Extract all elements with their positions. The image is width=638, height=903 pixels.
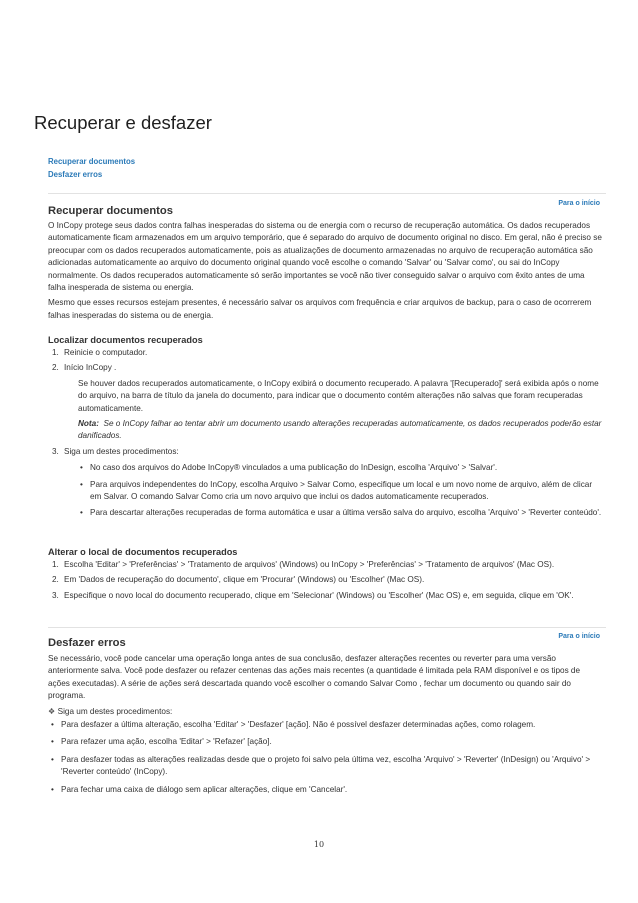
section-body-desfazer	[48, 653, 603, 721]
bullet-icon: •	[80, 463, 83, 473]
steps-localizar	[52, 347, 602, 524]
list-item: • Para arquivos independentes do InCopy, escolha Arquivo > Salvar Como, especifique um local e um novo nome de arquivo, além de clicar em Salvar. O comando Salvar Como cria um novo arquivo que inclui os dados automaticamente recuperados.	[80, 479, 593, 502]
bullet-list	[64, 462, 602, 520]
page-title: Recuperar e desfazer	[34, 112, 212, 133]
list-item: • Para refazer uma ação, escolha 'Editar' > 'Refazer' [ação].	[48, 736, 603, 748]
list-item: • Para desfazer todas as alterações realizadas desde que o projeto foi salvo pela última vez, escolha 'Arquivo' > 'Reverter' (InDesign) ou 'Arquivo' > 'Reverter conteúdo' (InCopy).	[51, 754, 591, 777]
diamond-bullet-icon: ❖	[48, 706, 56, 716]
bullet-icon: •	[80, 508, 83, 518]
subsection-title-alterar: Alterar o local de documentos recuperados	[48, 547, 238, 557]
steps-alterar	[52, 559, 602, 605]
toc-link-desfazer[interactable]: Desfazer erros	[48, 169, 103, 179]
paragraph: Se necessário, você pode cancelar uma operação longa antes de sua conclusão, desfazer alterações recentes ou reverter para uma versão anteriormente salva. Você pode desfazer ou refazer centenas das ações mais recentes (a quantidade é limitada pela RAM disponível e os tipos de ações executadas). A série de ações será descartada quando você escolher o comando Salvar Como , fechar um documento ou quando sair do programa.	[48, 654, 581, 701]
step-detail: Se houver dados recuperados automaticamente, o InCopy exibirá o documento recuperado. A palavra '[Recuperado]' será exibida após o nome do arquivo, na barra de título da janela do documento, para indicar que o documento contém alterações não salvas que foram recuperadas automaticamente.	[78, 378, 599, 413]
bullet-icon: •	[51, 720, 54, 729]
step-item: 2. Em 'Dados de recuperação do documento', clique em 'Procurar' (Windows) ou 'Escolher' (Mac OS).	[52, 575, 425, 585]
procedure-lead: ❖ Siga um destes procedimentos:	[48, 706, 173, 716]
bullet-list-desfazer	[48, 719, 603, 801]
list-item: • Para desfazer a última alteração, escolha 'Editar' > 'Desfazer' [ação]. Não é possível desfazer determinadas ações, como rolagem.	[48, 719, 603, 731]
step-item: 1. Escolha 'Editar' > 'Preferências' > 'Tratamento de arquivos' (Windows) ou InCopy > 'Preferências' > 'Tratamento de arquivos' (Mac OS).	[52, 560, 555, 569]
bullet-icon: •	[51, 754, 54, 764]
step-item: 1. Reinicie o computador.	[52, 348, 148, 357]
bullet-icon: •	[51, 737, 54, 747]
table-of-contents	[48, 156, 135, 181]
page-number: 10	[313, 840, 325, 849]
note: Nota: Se o InCopy falhar ao tentar abrir um documento usando alterações recuperadas automaticamente, os dados recuperados poderão estar danificados.	[78, 419, 602, 441]
list-item: • Para descartar alterações recuperadas de forma automática e usar a última versão salva do arquivo, escolha 'Arquivo' > 'Reverter conteúdo'.	[78, 507, 602, 519]
toc-link-recuperar[interactable]: Recuperar documentos	[48, 157, 136, 166]
note-label: Nota:	[78, 419, 99, 429]
section-divider	[48, 627, 606, 628]
section-divider	[48, 193, 606, 194]
back-to-top-link[interactable]: Para o início	[558, 200, 600, 207]
back-to-top-link[interactable]: Para o início	[558, 633, 600, 640]
list-item: • No caso dos arquivos do Adobe InCopy® vinculados a uma publicação do InDesign, escolha 'Arquivo' > 'Salvar'.	[78, 462, 602, 474]
paragraph: O InCopy protege seus dados contra falhas inesperadas do sistema ou de energia com o recurso de recuperação automática. Os dados recuperados automaticamente ficam armazenados em um arquivo temporário, que é separado do arquivo de documento original no disco. Em geral, não é preciso se preocupar com os dados recuperados automaticamente, pois as atualizações de documento armazenadas no arquivo de recuperação automática são adicionadas automaticamente ao arquivo do documento original quando você escolhe o comando 'Salvar' ou 'Salvar como', ou sai do InCopy normalmente. Os dados recuperados automaticamente só serão importantes se você não tiver conseguido salvar o arquivo com êxito antes de uma falha inesperada de sistema ou energia.	[48, 221, 602, 293]
section-title-recuperar: Recuperar documentos	[48, 205, 173, 217]
bullet-icon: •	[80, 479, 83, 489]
step-item: 2. Início InCopy . Se houver dados recuperados automaticamente, o InCopy exibirá o documento recuperado. A palavra '[Recuperado]' será exibida após o nome do arquivo, na barra de título da janela do documento, para indicar que o documento contém alterações não salvas que foram recuperadas automaticamente. Nota: Se o InCopy falhar ao tentar abrir um documento usando alterações recuperadas automaticamente, os dados recuperados poderão estar danificados.	[52, 362, 602, 442]
bullet-icon: •	[51, 784, 54, 794]
paragraph: Mesmo que esses recursos estejam presentes, é necessário salvar os arquivos com frequência e criar arquivos de backup, para o caso de ocorrerem falhas inesperadas do sistema ou de energia.	[48, 298, 592, 320]
step-item: 3. Especifique o novo local do documento recuperado, clique em 'Selecionar' (Windows) ou 'Escolher' (Mac OS) e, em seguida, clique em 'OK'.	[52, 590, 574, 600]
list-item: • Para fechar uma caixa de diálogo sem aplicar alterações, clique em 'Cancelar'.	[48, 784, 603, 796]
section-title-desfazer: Desfazer erros	[48, 637, 126, 649]
section-body-recuperar	[48, 220, 603, 325]
subsection-title-localizar: Localizar documentos recuperados	[48, 335, 203, 345]
step-item: 3. Siga um destes procedimentos: • No caso dos arquivos do Adobe InCopy® vinculados a uma publicação do InDesign, escolha 'Arquivo' > 'Salvar'. • Para arquivos independentes do InCopy, escolha Arquivo > Salvar Como, especifique um local e um novo nome de arquivo, além de clicar em Salvar. O comando Salvar Como cria um novo arquivo que inclui os dados automaticamente recuperados. • Para descartar alterações recuperadas de forma automática e usar a última versão salva do arquivo, escolha 'Arquivo' > 'Reverter conteúdo'.	[52, 446, 602, 520]
